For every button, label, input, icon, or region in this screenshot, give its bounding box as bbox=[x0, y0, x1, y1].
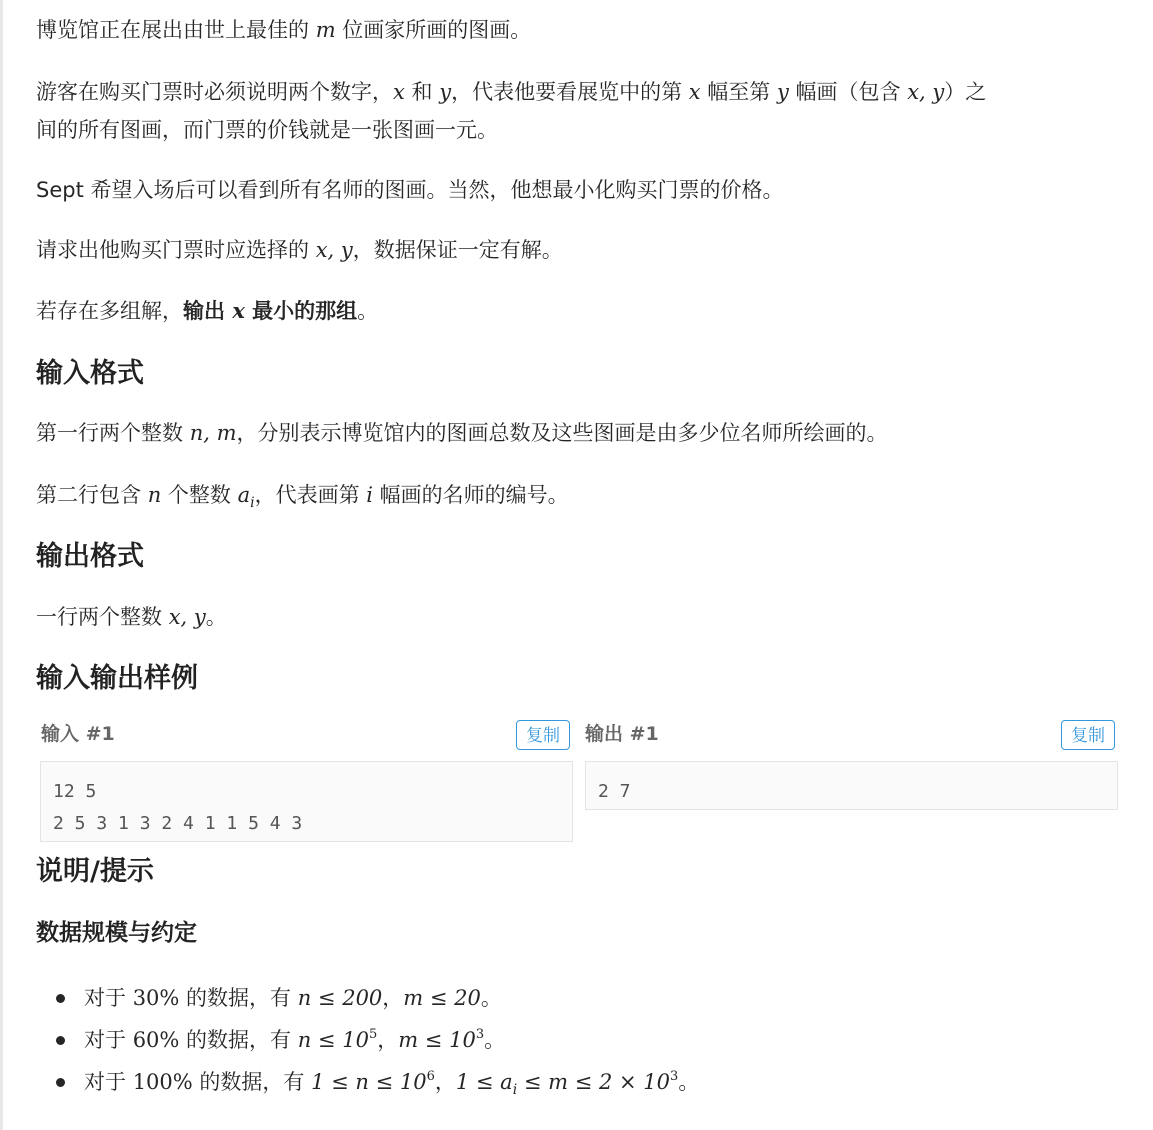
data-range-list bbox=[54, 977, 1124, 1103]
sample-input-line: 12 5 bbox=[53, 781, 97, 802]
input-format-line-1: 第一行两个整数 n, m，分别表示博览馆内的图画总数及这些图画是由多少位名师所绘画的。 bbox=[36, 421, 888, 445]
description-paragraph-2: 游客在购买门票时必须说明两个数字，x 和 y，代表他要看展览中的第 x 幅至第 y 幅画（包含 x, y）之 间的所有图画，而门票的价钱就是一张图画一元。 bbox=[36, 80, 987, 142]
description-paragraph-3: Sept 希望入场后可以看到所有名师的图画。当然，他想最小化购买门票的价格。 bbox=[36, 178, 784, 202]
description-paragraph-5: 若存在多组解，输出 x 最小的那组。 bbox=[36, 298, 379, 323]
description-paragraph-1: 博览馆正在展出由世上最佳的 m 位画家所画的图画。 bbox=[36, 18, 532, 42]
description-paragraph-4: 请求出他购买门票时应选择的 x, y，数据保证一定有解。 bbox=[36, 238, 563, 262]
sample-output-title: 输出 #1 bbox=[585, 723, 659, 745]
sample-input-line: 2 5 3 1 3 2 4 1 1 5 4 3 bbox=[53, 813, 303, 834]
input-format-heading: 输入格式 bbox=[36, 358, 144, 389]
sample-output-line: 2 7 bbox=[598, 781, 631, 802]
list-item: 对于 30% 的数据，有 n ≤ 200，m ≤ 20。 bbox=[54, 977, 1124, 1019]
hint-heading: 说明/提示 bbox=[36, 856, 154, 887]
copy-output-button[interactable]: 复制 bbox=[1061, 720, 1115, 750]
sample-output-box[interactable] bbox=[585, 761, 1118, 810]
data-range-heading: 数据规模与约定 bbox=[36, 920, 197, 946]
list-item: 对于 100% 的数据，有 $1 \le n \le 10^6$，$1 \le a_i \le m \le 2 \times 10^3$。 bbox=[54, 1061, 1124, 1103]
copy-input-button[interactable]: 复制 bbox=[516, 720, 570, 750]
input-format-line-2: 第二行包含 n 个整数 $a_i$，代表画第 i 幅画的名师的编号。 bbox=[36, 483, 569, 511]
output-format-line-1: 一行两个整数 x, y。 bbox=[36, 605, 227, 629]
list-item: 对于 60% 的数据，有 $n \le 10^5$，$m \le 10^3$。 bbox=[54, 1019, 1124, 1061]
sample-input-title: 输入 #1 bbox=[41, 723, 115, 745]
left-border bbox=[0, 0, 3, 1130]
sample-input-box[interactable] bbox=[40, 761, 573, 842]
output-format-heading: 输出格式 bbox=[36, 541, 144, 572]
samples-heading: 输入输出样例 bbox=[36, 663, 198, 694]
